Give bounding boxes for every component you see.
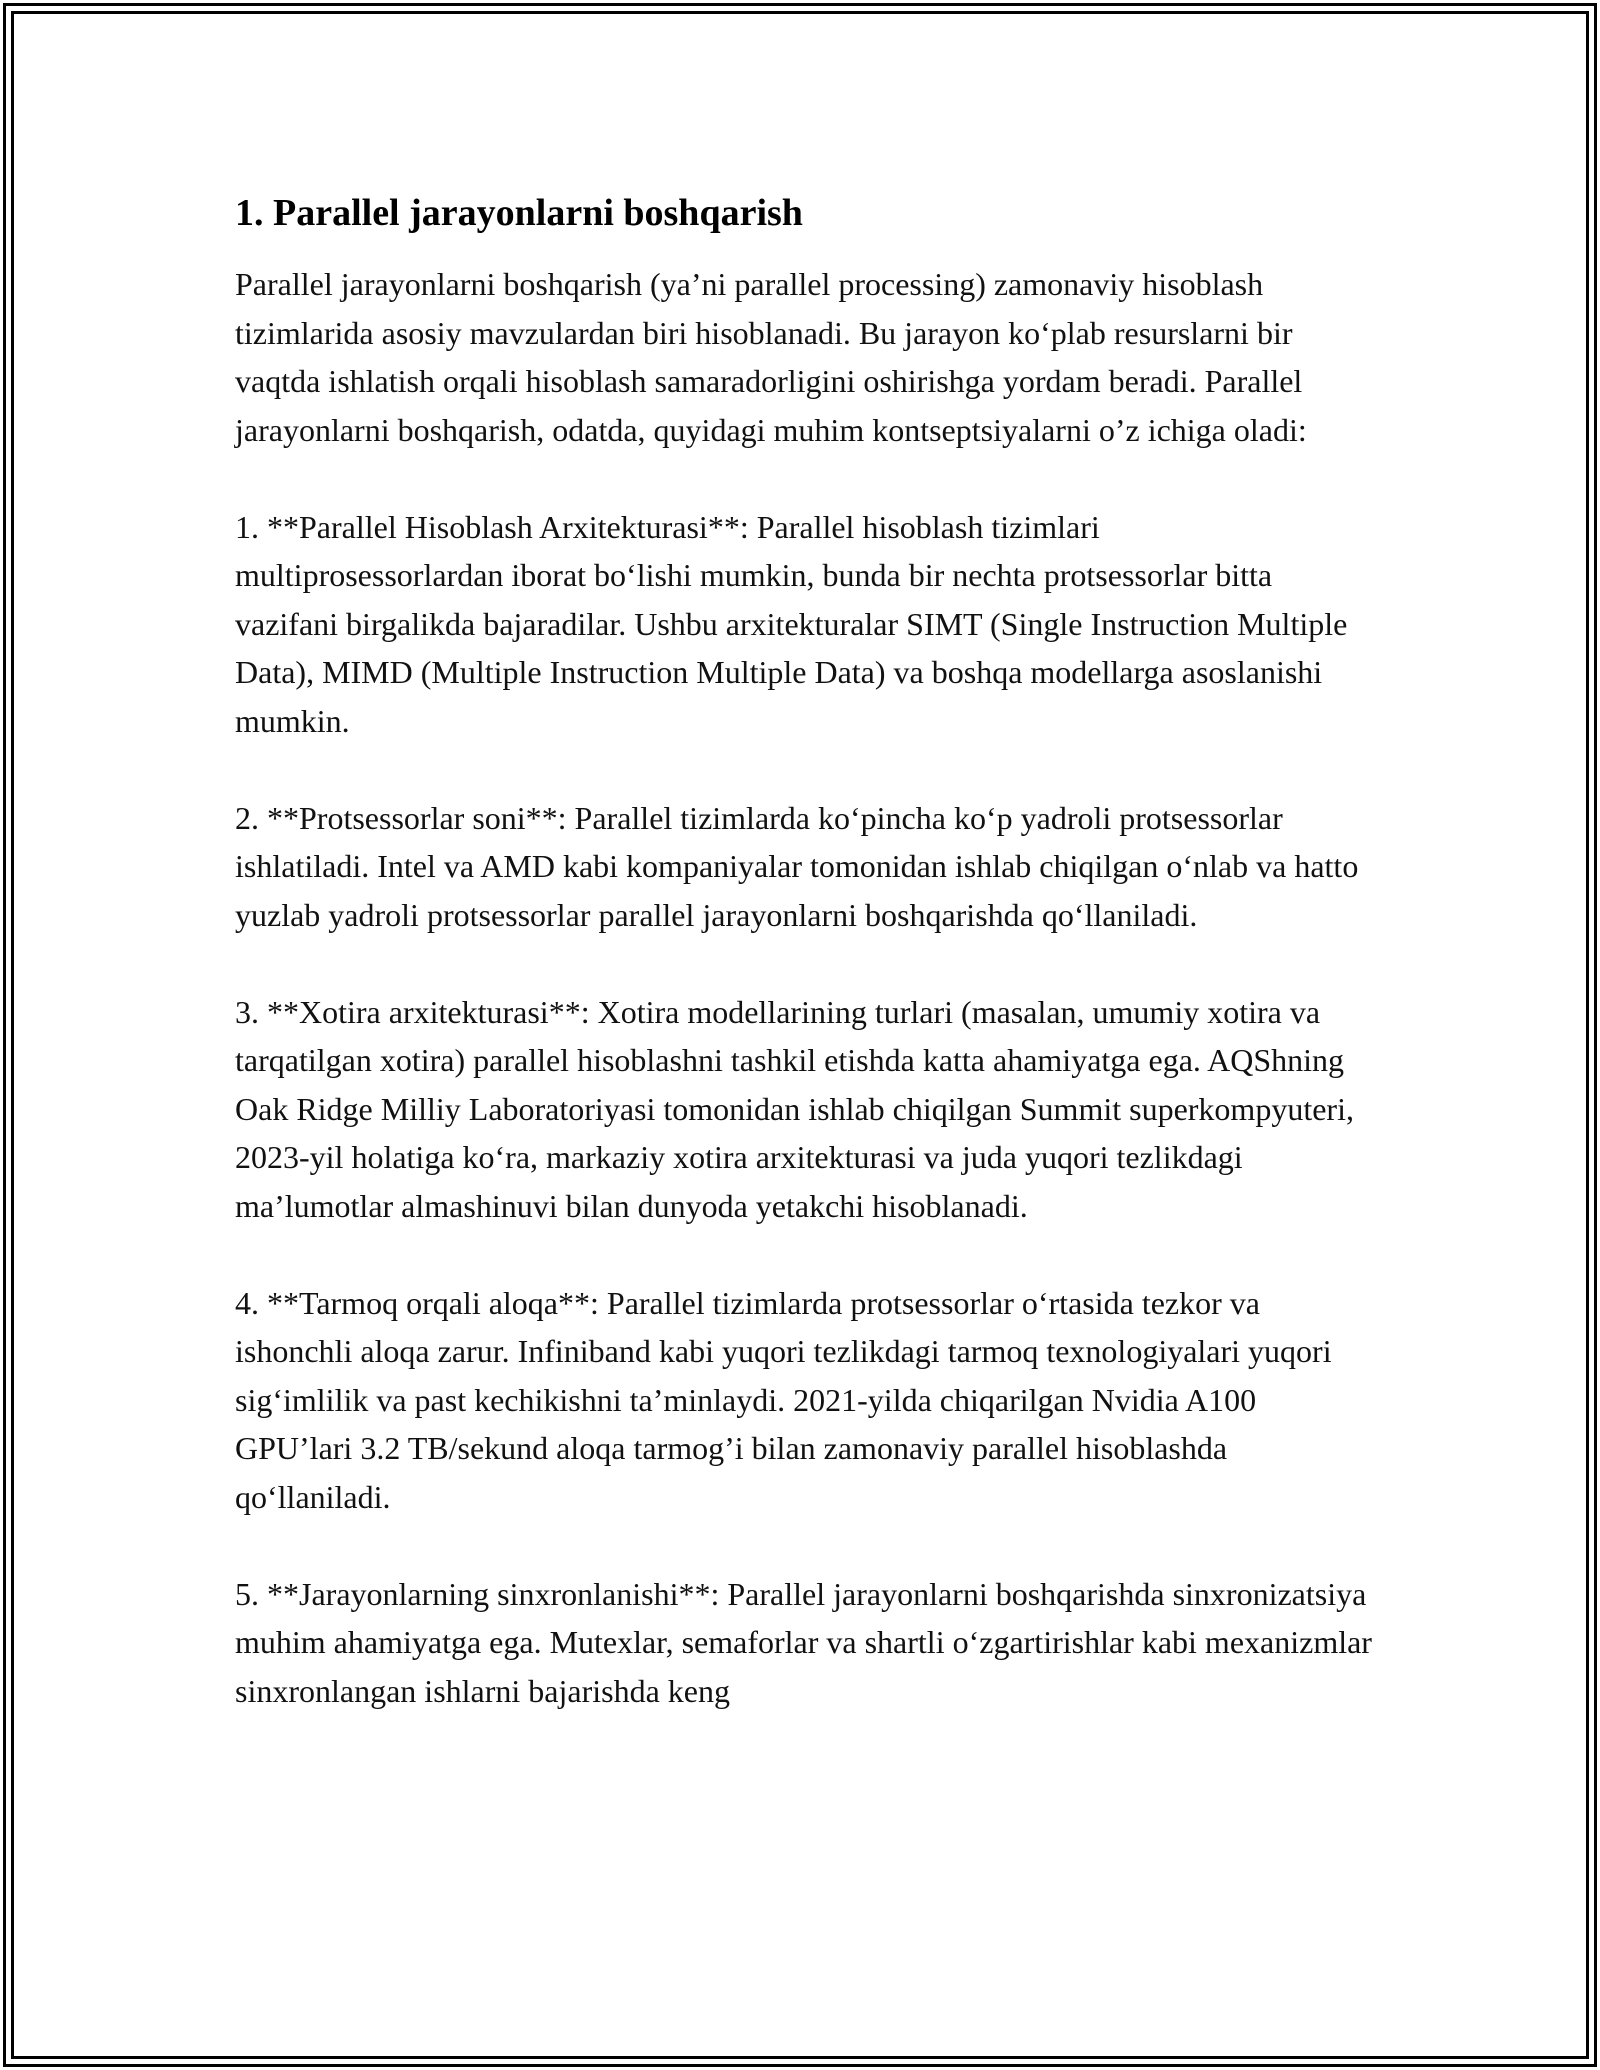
list-item-memory-architecture: 3. **Xotira arxitekturasi**: Xotira modellarining turlari (masalan, umumiy xotira va tarqatilgan xotira) parallel hisoblashni tashkil etishda katta ahamiyatga ega. AQShning Oak Ridge Milliy Laboratoriyasi tomonidan ishlab chiqilgan Summit superkompyuteri, 2023-yil holatiga ko‘ra, markaziy xotira arxitekturasi va juda yuqori tezlikdagi ma’lumotlar almashinuvi bilan dunyoda yetakchi hisoblanadi.	[235, 993, 1354, 1224]
list-item-processor-count: 2. **Protsessorlar soni**: Parallel tizimlarda ko‘pincha ko‘p yadroli protsessorlar ishlatiladi. Intel va AMD kabi kompaniyalar tomonidan ishlab chiqilgan o‘nlab va hatto yuzlab yadroli protsessorlar parallel jarayonlarni boshqarishda qo‘llaniladi.	[235, 799, 1359, 933]
intro-paragraph: Parallel jarayonlarni boshqarish (ya’ni parallel processing) zamonaviy hisoblash tizimlarida asosiy mavzulardan biri hisoblanadi. Bu jarayon ko‘plab resurslarni bir vaqtda ishlatish orqali hisoblash samaradorligini oshirishga yordam beradi. Parallel jarayonlarni boshqarish, odatda, quyidagi muhim kontseptsiyalarni o’z ichiga oladi:	[235, 266, 1307, 448]
section-heading: 1. Parallel jarayonlarni boshqarish	[235, 192, 803, 234]
list-item-process-synchronization: 5. **Jarayonlarning sinxronlanishi**: Parallel jarayonlarni boshqarishda sinxronizatsiya muhim ahamiyatga ega. Mutexlar, semaforlar va shartli o‘zgartirishlar kabi mexanizmlar sinxronlangan ishlarni bajarishda keng	[235, 1575, 1372, 1709]
list-item-network-communication: 4. **Tarmoq orqali aloqa**: Parallel tizimlarda protsessorlar o‘rtasida tezkor va ishonchli aloqa zarur. Infiniband kabi yuqori tezlikdagi tarmoq texnologiyalari yuqori sig‘imlilik va past kechikishni ta’minlaydi. 2021-yilda chiqarilgan Nvidia A100 GPU’lari 3.2 TB/sekund aloqa tarmog’i bilan zamonaviy parallel hisoblashda qo‘llaniladi.	[235, 1284, 1332, 1515]
list-item-parallel-architecture: 1. **Parallel Hisoblash Arxitekturasi**: Parallel hisoblash tizimlari multiprosessorlardan iborat bo‘lishi mumkin, bunda bir nechta protsessorlar bitta vazifani birgalikda bajaradilar. Ushbu arxitekturalar SIMT (Single Instruction Multiple Data), MIMD (Multiple Instruction Multiple Data) va boshqa modellarga asoslanishi mumkin.	[235, 508, 1348, 739]
document-body	[235, 188, 1375, 1715]
